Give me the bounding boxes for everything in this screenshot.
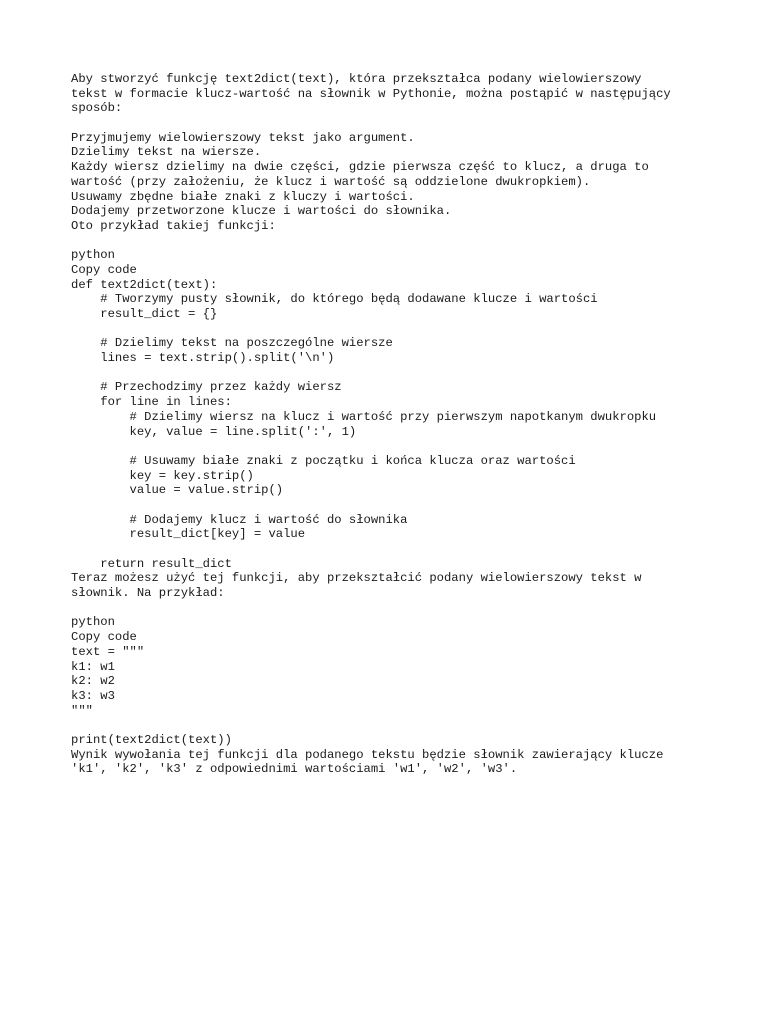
text-line: Oto przykład takiej funkcji: [71, 218, 276, 233]
code-line: # Dzielimy tekst na poszczególne wiersze [71, 336, 393, 351]
code-line: def text2dict(text): [71, 277, 218, 292]
blank-line [71, 601, 711, 616]
code-line: # Tworzymy pusty słownik, do którego będą dodawane klucze i wartości [71, 292, 598, 307]
copy-code-label: Copy code [71, 262, 137, 277]
code-line: # Dodajemy klucz i wartość do słownika [71, 512, 408, 527]
text-line: sposób: [71, 101, 123, 116]
document-body [71, 72, 711, 777]
blank-line [71, 439, 711, 454]
blank-line [71, 234, 711, 249]
text-line: Przyjmujemy wielowierszowy tekst jako argument. [71, 130, 415, 145]
blank-line [71, 718, 711, 733]
text-line: Dzielimy tekst na wiersze. [71, 145, 262, 160]
code-line: print(text2dict(text)) [71, 732, 232, 747]
code-line: lines = text.strip().split('\n') [71, 351, 335, 366]
text-line: Usuwamy zbędne białe znaki z kluczy i wartości. [71, 189, 415, 204]
text-line: tekst w formacie klucz-wartość na słownik w Pythonie, można postąpić w następujący [71, 86, 671, 101]
code-line: key = key.strip() [71, 468, 254, 483]
code-line: # Przechodzimy przez każdy wiersz [71, 380, 342, 395]
code-line: k3: w3 [71, 688, 115, 703]
text-line: Wynik wywołania tej funkcji dla podanego tekstu będzie słownik zawierający klucze [71, 747, 664, 762]
blank-line [71, 366, 711, 381]
text-line: Aby stworzyć funkcję text2dict(text), która przekształca podany wielowierszowy [71, 72, 642, 86]
code-line: result_dict = {} [71, 307, 218, 321]
code-line: k2: w2 [71, 674, 115, 689]
blank-line [71, 542, 711, 557]
text-line: 'k1', 'k2', 'k3' z odpowiednimi wartościami 'w1', 'w2', 'w3'. [71, 762, 518, 777]
code-line: for line in lines: [71, 395, 232, 410]
blank-line [71, 322, 711, 337]
text-line: wartość (przy założeniu, że klucz i wartość są oddzielone dwukropkiem). [71, 174, 591, 189]
code-language-label: python [71, 248, 115, 263]
code-line: return result_dict [71, 556, 232, 571]
code-line: text = """ [71, 644, 145, 659]
blank-line [71, 116, 711, 131]
text-line: Teraz możesz użyć tej funkcji, aby przekształcić podany wielowierszowy tekst w [71, 571, 642, 586]
code-line: result_dict[key] = value [71, 527, 306, 542]
code-language-label: python [71, 615, 115, 630]
code-line: value = value.strip() [71, 483, 284, 498]
copy-code-label: Copy code [71, 630, 137, 645]
text-line: słownik. Na przykład: [71, 586, 225, 601]
text-line: Dodajemy przetworzone klucze i wartości do słownika. [71, 204, 452, 219]
code-line: key, value = line.split(':', 1) [71, 424, 357, 439]
text-line: Każdy wiersz dzielimy na dwie części, gdzie pierwsza część to klucz, a druga to [71, 160, 649, 175]
blank-line [71, 498, 711, 513]
code-line: """ [71, 703, 93, 718]
code-line: # Dzielimy wiersz na klucz i wartość przy pierwszym napotkanym dwukropku [71, 409, 657, 424]
code-line: # Usuwamy białe znaki z początku i końca klucza oraz wartości [71, 453, 576, 468]
code-line: k1: w1 [71, 659, 115, 674]
